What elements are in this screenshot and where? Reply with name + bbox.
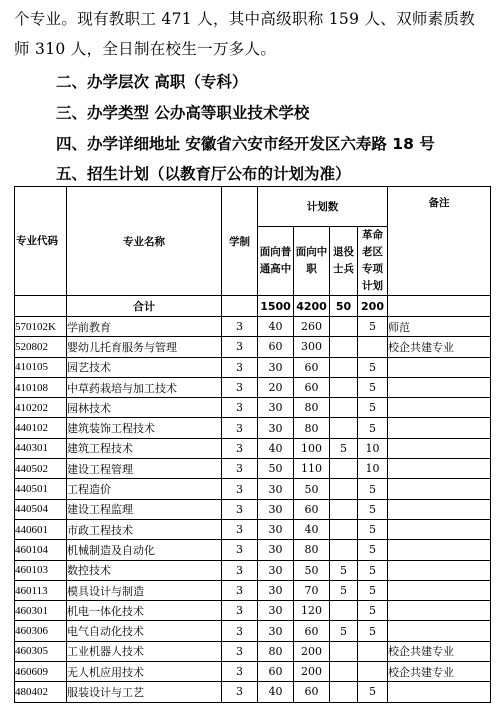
header-name: 专业名称 — [67, 187, 222, 296]
cell-code: 410105 — [15, 357, 67, 377]
cell-name: 电气自动化技术 — [67, 621, 222, 641]
cell-code: 520802 — [15, 337, 67, 357]
cell-code: 440601 — [15, 519, 67, 539]
intro-line-1: 个专业。现有教职工 471 人，其中高级职称 159 人、双师素质教 — [14, 10, 476, 28]
total-duration — [222, 296, 258, 317]
cell-code: 410202 — [15, 398, 67, 418]
cell-general: 30 — [258, 357, 294, 377]
cell-veteran — [330, 641, 358, 661]
cell-duration: 3 — [222, 398, 258, 418]
cell-note — [388, 479, 491, 499]
cell-code: 460306 — [15, 621, 67, 641]
cell-veteran — [330, 519, 358, 539]
cell-general: 20 — [258, 377, 294, 397]
table-row — [15, 317, 491, 337]
total-row — [15, 296, 491, 317]
cell-vocational: 60 — [294, 682, 330, 702]
cell-duration: 3 — [222, 377, 258, 397]
table-row — [15, 662, 491, 682]
cell-general: 30 — [258, 601, 294, 621]
cell-vocational: 40 — [294, 519, 330, 539]
cell-veteran — [330, 601, 358, 621]
header-duration: 学制 — [222, 187, 258, 296]
cell-vocational: 60 — [294, 357, 330, 377]
cell-vocational: 80 — [294, 398, 330, 418]
cell-vocational: 60 — [294, 499, 330, 519]
cell-code: 440501 — [15, 479, 67, 499]
cell-note — [388, 601, 491, 621]
cell-revolutionary: 10 — [358, 459, 388, 479]
table-row — [15, 418, 491, 438]
cell-code: 460104 — [15, 540, 67, 560]
cell-name: 婴幼儿托育服务与管理 — [67, 337, 222, 357]
cell-name: 数控技术 — [67, 560, 222, 580]
cell-note — [388, 621, 491, 641]
cell-name: 园林技术 — [67, 398, 222, 418]
cell-name: 工程造价 — [67, 479, 222, 499]
section-heading-enrollment: 五、招生计划（以教育厅公布的计划为准） — [56, 165, 351, 183]
cell-general: 30 — [258, 621, 294, 641]
cell-name: 建筑工程技术 — [67, 438, 222, 458]
cell-vocational: 60 — [294, 621, 330, 641]
cell-note — [388, 438, 491, 458]
cell-veteran — [330, 317, 358, 337]
table-row — [15, 438, 491, 458]
cell-revolutionary: 5 — [358, 317, 388, 337]
header-general: 面向普通高中 — [258, 227, 294, 296]
cell-general: 30 — [258, 580, 294, 600]
cell-name: 机械制造及自动化 — [67, 540, 222, 560]
cell-code: 570102K — [15, 317, 67, 337]
cell-duration: 3 — [222, 418, 258, 438]
cell-vocational: 200 — [294, 641, 330, 661]
cell-duration: 3 — [222, 499, 258, 519]
header-code: 专业代码 — [15, 187, 67, 296]
cell-vocational: 50 — [294, 479, 330, 499]
cell-note — [388, 580, 491, 600]
total-revolutionary: 200 — [358, 296, 388, 317]
cell-general: 40 — [258, 438, 294, 458]
cell-vocational: 300 — [294, 337, 330, 357]
header-notes: 备注 — [388, 187, 491, 296]
cell-revolutionary: 5 — [358, 682, 388, 702]
cell-note — [388, 560, 491, 580]
table-row — [15, 580, 491, 600]
cell-note: 校企共建专业 — [388, 641, 491, 661]
cell-general: 30 — [258, 560, 294, 580]
cell-general: 30 — [258, 418, 294, 438]
total-general: 1500 — [258, 296, 294, 317]
cell-veteran — [330, 337, 358, 357]
cell-name: 学前教育 — [67, 317, 222, 337]
cell-veteran — [330, 357, 358, 377]
cell-note — [388, 519, 491, 539]
cell-veteran: 5 — [330, 580, 358, 600]
cell-vocational: 200 — [294, 662, 330, 682]
table-row — [15, 377, 491, 397]
cell-note — [388, 540, 491, 560]
cell-code: 440102 — [15, 418, 67, 438]
cell-revolutionary — [358, 337, 388, 357]
cell-note: 校企共建专业 — [388, 337, 491, 357]
cell-general: 30 — [258, 398, 294, 418]
cell-code: 410108 — [15, 377, 67, 397]
cell-duration: 3 — [222, 519, 258, 539]
cell-duration: 3 — [222, 580, 258, 600]
cell-note — [388, 499, 491, 519]
cell-note: 校企共建专业 — [388, 662, 491, 682]
cell-note — [388, 682, 491, 702]
cell-veteran — [330, 377, 358, 397]
cell-duration: 3 — [222, 317, 258, 337]
table-row — [15, 540, 491, 560]
cell-name: 服装设计与工艺 — [67, 682, 222, 702]
cell-vocational: 70 — [294, 580, 330, 600]
cell-revolutionary: 5 — [358, 377, 388, 397]
cell-revolutionary: 5 — [358, 357, 388, 377]
cell-veteran — [330, 682, 358, 702]
total-vocational: 4200 — [294, 296, 330, 317]
cell-revolutionary: 5 — [358, 479, 388, 499]
enrollment-plan-table — [14, 186, 491, 703]
cell-veteran: 5 — [330, 438, 358, 458]
cell-name: 工业机器人技术 — [67, 641, 222, 661]
cell-note — [388, 418, 491, 438]
cell-note — [388, 377, 491, 397]
cell-name: 建筑装饰工程技术 — [67, 418, 222, 438]
cell-duration: 3 — [222, 459, 258, 479]
cell-note — [388, 357, 491, 377]
header-vocational: 面向中职 — [294, 227, 330, 296]
cell-general: 40 — [258, 317, 294, 337]
cell-general: 60 — [258, 337, 294, 357]
section-heading-level: 二、办学层次 高职（专科） — [56, 73, 248, 91]
header-veteran: 退役士兵 — [330, 227, 358, 296]
cell-name: 建设工程监理 — [67, 499, 222, 519]
cell-duration: 3 — [222, 662, 258, 682]
table-row — [15, 560, 491, 580]
table-row — [15, 641, 491, 661]
total-note — [388, 296, 491, 317]
intro-line-2: 师 310 人，全日制在校生一万多人。 — [14, 40, 277, 58]
cell-veteran — [330, 499, 358, 519]
cell-general: 80 — [258, 641, 294, 661]
cell-general: 50 — [258, 459, 294, 479]
cell-revolutionary: 5 — [358, 560, 388, 580]
cell-veteran: 5 — [330, 560, 358, 580]
cell-note — [388, 459, 491, 479]
header-plan: 计划数 — [258, 187, 388, 227]
cell-revolutionary: 5 — [358, 580, 388, 600]
cell-vocational: 60 — [294, 377, 330, 397]
cell-veteran — [330, 398, 358, 418]
cell-duration: 3 — [222, 479, 258, 499]
cell-name: 机电一体化技术 — [67, 601, 222, 621]
table-row — [15, 499, 491, 519]
cell-code: 440502 — [15, 459, 67, 479]
cell-vocational: 80 — [294, 418, 330, 438]
cell-note: 师范 — [388, 317, 491, 337]
total-code — [15, 296, 67, 317]
cell-duration: 3 — [222, 641, 258, 661]
table-row — [15, 337, 491, 357]
cell-code: 440504 — [15, 499, 67, 519]
table-row — [15, 519, 491, 539]
cell-vocational: 110 — [294, 459, 330, 479]
cell-veteran — [330, 459, 358, 479]
cell-revolutionary: 5 — [358, 621, 388, 641]
cell-veteran: 5 — [330, 621, 358, 641]
cell-duration: 3 — [222, 357, 258, 377]
cell-duration: 3 — [222, 337, 258, 357]
cell-veteran — [330, 540, 358, 560]
cell-duration: 3 — [222, 560, 258, 580]
cell-revolutionary: 5 — [358, 418, 388, 438]
table-row — [15, 398, 491, 418]
cell-vocational: 50 — [294, 560, 330, 580]
cell-note — [388, 398, 491, 418]
cell-code: 460301 — [15, 601, 67, 621]
cell-name: 市政工程技术 — [67, 519, 222, 539]
cell-revolutionary: 5 — [358, 398, 388, 418]
table-row — [15, 601, 491, 621]
cell-code: 460609 — [15, 662, 67, 682]
table-row — [15, 621, 491, 641]
cell-name: 建设工程管理 — [67, 459, 222, 479]
cell-general: 60 — [258, 662, 294, 682]
table-row — [15, 479, 491, 499]
cell-vocational: 260 — [294, 317, 330, 337]
section-heading-address: 四、办学详细地址 安徽省六安市经开发区六寿路 18 号 — [56, 135, 435, 153]
cell-revolutionary — [358, 662, 388, 682]
cell-duration: 3 — [222, 540, 258, 560]
table-row — [15, 357, 491, 377]
cell-general: 30 — [258, 540, 294, 560]
cell-veteran — [330, 662, 358, 682]
cell-general: 30 — [258, 499, 294, 519]
total-label: 合计 — [67, 296, 222, 317]
cell-revolutionary: 5 — [358, 499, 388, 519]
cell-general: 30 — [258, 519, 294, 539]
cell-revolutionary: 5 — [358, 601, 388, 621]
header-revolutionary: 革命老区专项计划 — [358, 227, 388, 296]
table-row — [15, 459, 491, 479]
table-row — [15, 682, 491, 702]
cell-vocational: 120 — [294, 601, 330, 621]
cell-general: 40 — [258, 682, 294, 702]
cell-general: 30 — [258, 479, 294, 499]
cell-revolutionary: 5 — [358, 519, 388, 539]
cell-revolutionary: 5 — [358, 540, 388, 560]
cell-code: 460103 — [15, 560, 67, 580]
cell-code: 480402 — [15, 682, 67, 702]
total-veteran: 50 — [330, 296, 358, 317]
cell-duration: 3 — [222, 682, 258, 702]
cell-name: 模具设计与制造 — [67, 580, 222, 600]
cell-name: 无人机应用技术 — [67, 662, 222, 682]
cell-duration: 3 — [222, 621, 258, 641]
cell-duration: 3 — [222, 438, 258, 458]
cell-code: 440301 — [15, 438, 67, 458]
section-heading-type: 三、办学类型 公办高等职业技术学校 — [56, 104, 310, 122]
cell-name: 园艺技术 — [67, 357, 222, 377]
cell-name: 中草药栽培与加工技术 — [67, 377, 222, 397]
cell-code: 460113 — [15, 580, 67, 600]
cell-code: 460305 — [15, 641, 67, 661]
cell-duration: 3 — [222, 601, 258, 621]
cell-veteran — [330, 418, 358, 438]
cell-revolutionary: 10 — [358, 438, 388, 458]
cell-veteran — [330, 479, 358, 499]
cell-vocational: 80 — [294, 540, 330, 560]
cell-vocational: 100 — [294, 438, 330, 458]
cell-revolutionary — [358, 641, 388, 661]
